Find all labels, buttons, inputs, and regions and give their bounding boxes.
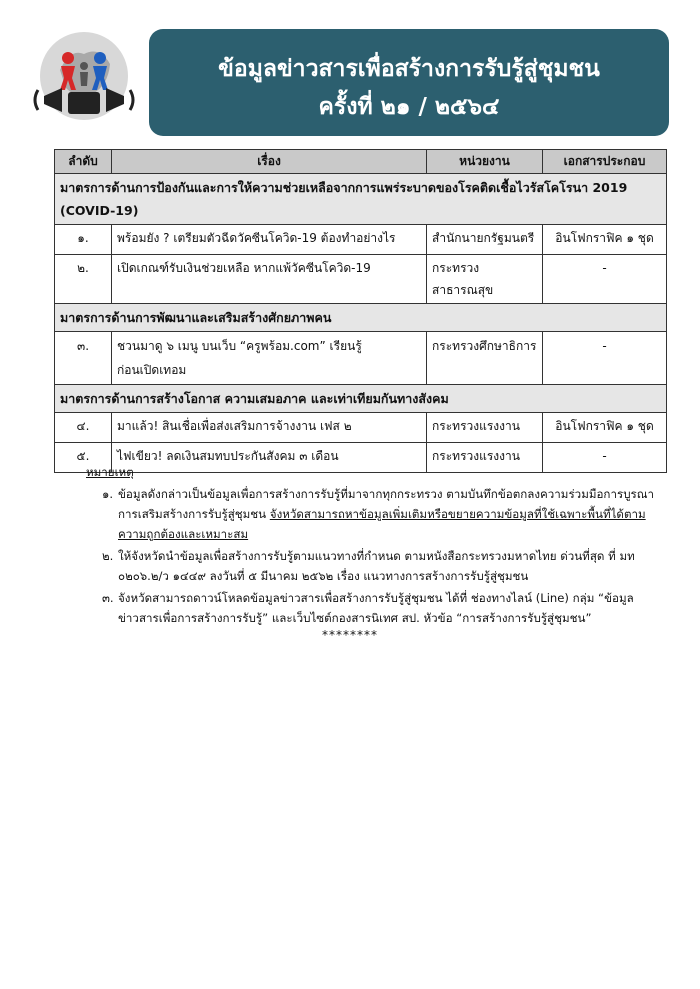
- row-topic-line2: ก่อนเปิดเทอม: [117, 363, 187, 377]
- section-title: มาตรการด้านการสร้างโอกาส ความเสมอภาค และเท่าเทียมกันทางสังคม: [55, 385, 667, 413]
- column-header-order: ลำดับ: [55, 150, 112, 174]
- issue-number: ครั้งที่ ๒๑ / ๒๕๖๔: [318, 94, 500, 120]
- row-topic: ไฟเขียว! ลดเงินสมทบประกันสังคม ๓ เดือน: [112, 443, 427, 473]
- note-text: จังหวัดสามารถดาวน์โหลดข้อมูลข่าวสารเพื่อสร้างการรับรู้สู่ชุมชน ได้ที่ ช่องทางไลน์ (Line) กลุ่ม “ข้อมูลข่าวสารเพื่อการสร้างการรับรู้” และเว็บไซต์กองสารนิเทศ สป. หัวข้อ “การสร้างการรับรู้สู่ชุมชน”: [118, 591, 634, 625]
- end-mark: ********: [322, 628, 378, 642]
- table-row: [55, 332, 667, 385]
- title-banner: [149, 29, 669, 136]
- row-document: -: [543, 332, 667, 385]
- note-number: ๒.: [102, 549, 114, 563]
- row-agency: กระทรวงแรงงาน: [427, 443, 543, 473]
- section-row: [55, 304, 667, 332]
- row-topic: [112, 332, 427, 385]
- row-document: -: [543, 255, 667, 304]
- row-document: อินโฟกราฟิค ๑ ชุด: [543, 413, 667, 443]
- row-topic-line1: ชวนมาดู ๖ เมนู บนเว็บ “ครูพร้อม.com” เรียนรู้: [117, 339, 362, 353]
- row-document: อินโฟกราฟิค ๑ ชุด: [543, 225, 667, 255]
- row-document: -: [543, 443, 667, 473]
- notes-title: หมายเหตุ: [86, 465, 134, 479]
- note-item: [86, 588, 666, 628]
- row-agency: กระทรวงสาธารณสุข: [427, 255, 543, 304]
- row-agency: สำนักนายกรัฐมนตรี: [427, 225, 543, 255]
- note-number: ๑.: [102, 487, 114, 501]
- note-number: ๓.: [102, 591, 114, 605]
- community-megaphone-logo: [30, 30, 138, 130]
- news-table: [54, 149, 667, 473]
- row-topic: พร้อมยัง ? เตรียมตัวฉีดวัคซีนโควิด-19 ต้องทำอย่างไร: [112, 225, 427, 255]
- note-text: ให้จังหวัดนำข้อมูลเพื่อสร้างการรับรู้ตามแนวทางที่กำหนด ตามหนังสือกระทรวงมหาดไทย ด่วนที่สุด ที่ มท ๐๒๐๖.๒/ว ๑๔๔๙ ลงวันที่ ๕ มีนาคม ๒๕๖๒ เรื่อง แนวทางการสร้างการรับรู้สู่ชุมชน: [118, 549, 635, 583]
- section-title: มาตรการด้านการป้องกันและการให้ความช่วยเหลือจากการแพร่ระบาดของโรคติดเชื้อไวรัสโคโรนา 2019 (COVID-19): [55, 174, 667, 225]
- table-row: [55, 413, 667, 443]
- row-agency: กระทรวงแรงงาน: [427, 413, 543, 443]
- section-row: [55, 174, 667, 225]
- notes-section: [86, 462, 666, 630]
- note-item: [86, 484, 666, 544]
- row-number: ๓.: [55, 332, 112, 385]
- table-row: [55, 225, 667, 255]
- page-title: ข้อมูลข่าวสารเพื่อสร้างการรับรู้สู่ชุมชน: [218, 56, 600, 82]
- column-header-topic: เรื่อง: [112, 150, 427, 174]
- row-agency: กระทรวงศึกษาธิการ: [427, 332, 543, 385]
- note-text: ข้อมูลดังกล่าวเป็นข้อมูลเพื่อการสร้างการรับรู้ที่มาจากทุกกระทรวง ตามบันทึกข้อตกลงความร่วมมือการบูรณาการเสริมสร้างการรับรู้สู่ชุมชน: [118, 487, 655, 521]
- row-topic: มาแล้ว! สินเชื่อเพื่อส่งเสริมการจ้างงาน เฟส ๒: [112, 413, 427, 443]
- row-topic: เปิดเกณฑ์รับเงินช่วยเหลือ หากแพ้วัคซีนโควิด-19: [112, 255, 427, 304]
- column-header-document: เอกสารประกอบ: [543, 150, 667, 174]
- section-title: มาตรการด้านการพัฒนาและเสริมสร้างศักยภาพคน: [55, 304, 667, 332]
- row-number: ๑.: [55, 225, 112, 255]
- note-item: [86, 546, 666, 586]
- row-number: ๔.: [55, 413, 112, 443]
- note-underlined-text: จังหวัดสามารถหาข้อมูลเพิ่มเติมหรือขยายความข้อมูลที่ใช้เฉพาะพื้นที่ได้ตามความถูกต้องและเหมาะสม: [118, 507, 646, 541]
- table-row: [55, 255, 667, 304]
- column-header-agency: หน่วยงาน: [427, 150, 543, 174]
- row-number: ๕.: [55, 443, 112, 473]
- table-header-row: [55, 150, 667, 174]
- section-row: [55, 385, 667, 413]
- row-number: ๒.: [55, 255, 112, 304]
